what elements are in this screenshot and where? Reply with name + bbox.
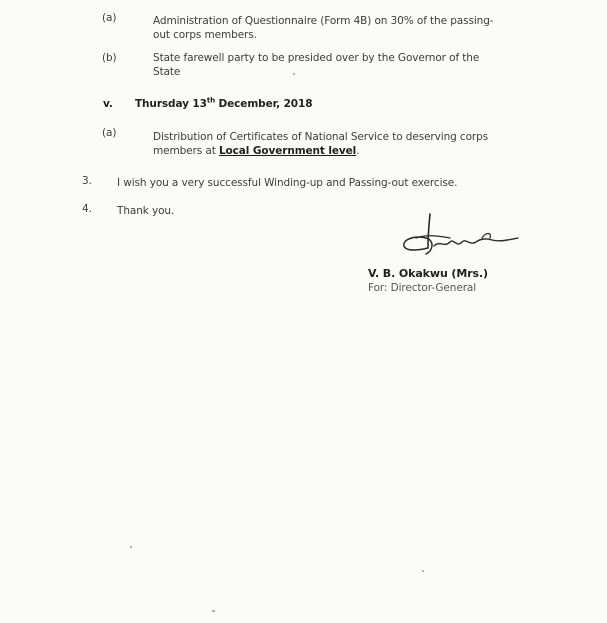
- scan-speck: [130, 546, 132, 548]
- item-a2-line2-pre: members at: [153, 145, 219, 157]
- item-a2-line2-em: Local Government level: [218, 145, 357, 157]
- para4-number: 4.: [82, 203, 92, 215]
- para3-text: I wish you a very successful Winding-up and Passing-out exercise.: [117, 177, 458, 189]
- signature-image: [396, 208, 526, 270]
- signatory-title: For: Director-General: [368, 282, 477, 294]
- item-b1-label: (b): [102, 52, 117, 64]
- item-a2-line2: [153, 145, 359, 158]
- item-b1-line2: State: [153, 66, 181, 78]
- scan-speck: [293, 73, 295, 75]
- item-v-date: [135, 98, 312, 111]
- item-v-date-pre: Thursday 13: [135, 98, 207, 110]
- signatory-name: V. B. Okakwu (Mrs.): [368, 267, 488, 280]
- scan-speck: [212, 610, 215, 612]
- item-a1-line2: out corps members.: [153, 29, 257, 41]
- item-a1-label: (a): [102, 12, 117, 24]
- item-a2-label: (a): [102, 127, 117, 139]
- scan-speck: [422, 570, 424, 572]
- item-a2-line2-post: .: [356, 145, 360, 157]
- item-b1-line1: State farewell party to be presided over by the Governor of the: [153, 52, 480, 64]
- item-v-label: v.: [103, 98, 113, 110]
- item-v-date-post: December, 2018: [214, 98, 313, 110]
- item-a1-line1: Administration of Questionnaire (Form 4B) on 30% of the passing-: [153, 15, 494, 27]
- para3-number: 3.: [82, 175, 92, 187]
- para4-text: Thank you.: [117, 205, 175, 217]
- item-a2-line1: Distribution of Certificates of National Service to deserving corps: [153, 131, 489, 143]
- item-v-date-sup: th: [206, 96, 215, 105]
